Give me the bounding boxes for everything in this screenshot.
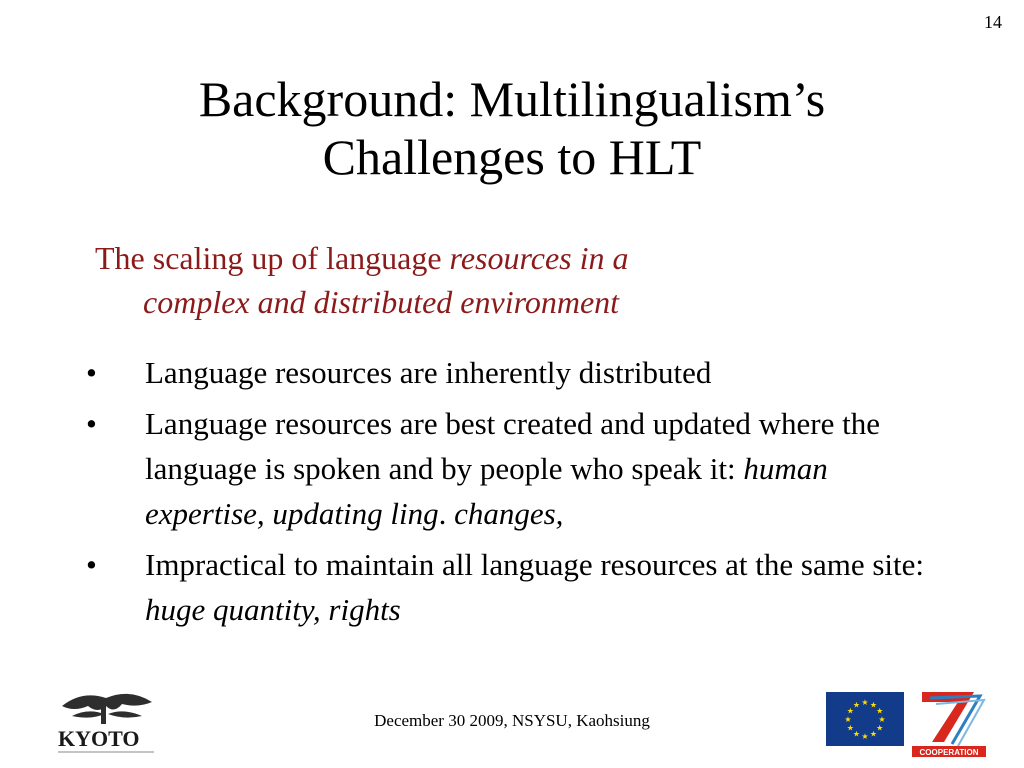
subtitle-plain: The scaling up of language: [95, 240, 450, 276]
fp7-logo: [910, 686, 988, 758]
slide-number: 14: [984, 12, 1002, 32]
slide-subtitle: [95, 236, 895, 324]
fp7-logo-text: COOPERATION: [919, 748, 979, 757]
bullet-text-plain: Impractical to maintain all language resources at the same site:: [145, 547, 924, 582]
eu-star-icon: ★: [852, 700, 861, 710]
footer-text: December 30 2009, NSYSU, Kaohsiung: [374, 711, 650, 730]
eu-star-icon: ★: [876, 723, 884, 733]
kyoto-logo-text: KYOTO: [58, 726, 140, 751]
bullet-item: [0, 350, 1024, 395]
eu-star-icon: ★: [861, 698, 869, 707]
bullet-text-plain: Language resources are inherently distributed: [145, 355, 712, 390]
eu-star-icon: ★: [869, 729, 878, 739]
bullet-text-italic: huge quantity, rights: [145, 592, 401, 627]
subtitle-italic-1: resources in a: [449, 240, 629, 276]
bullet-text-italic: human expertise, updating ling: [145, 451, 828, 531]
bullet-list: [0, 350, 1024, 638]
bullet-item: [0, 542, 1024, 632]
bullet-text-tail: .: [438, 496, 455, 531]
slide-title: [0, 70, 1024, 186]
subtitle-italic-2: complex and distributed environment: [143, 284, 620, 320]
bullet-text: [145, 542, 945, 632]
bullet-symbol: •: [86, 406, 97, 441]
eu-star-icon: ★: [869, 700, 878, 710]
bullet-text-italic-2: changes,: [454, 496, 564, 531]
eu-star-icon: ★: [878, 715, 886, 724]
eu-star-icon: ★: [844, 715, 852, 724]
bullet-symbol: •: [86, 355, 97, 390]
eu-star-icon: ★: [876, 706, 884, 716]
eu-flag-icon: [826, 692, 904, 746]
eu-star-icon: ★: [861, 732, 869, 741]
eu-star-icon: ★: [846, 723, 854, 733]
eu-star-icon: ★: [846, 706, 854, 716]
eu-star-icon: ★: [852, 729, 861, 739]
bullet-text: [145, 350, 945, 395]
bullet-item: [0, 401, 1024, 536]
bullet-symbol: •: [86, 547, 97, 582]
bullet-text: [145, 401, 945, 536]
slide-title-line1: Background: Multilingualism’s: [198, 71, 826, 127]
bullet-text-plain: Language resources are best created and updated where the language is spoken and by people who speak it:: [145, 406, 881, 486]
slide-title-line2: Challenges to HLT: [322, 129, 702, 185]
